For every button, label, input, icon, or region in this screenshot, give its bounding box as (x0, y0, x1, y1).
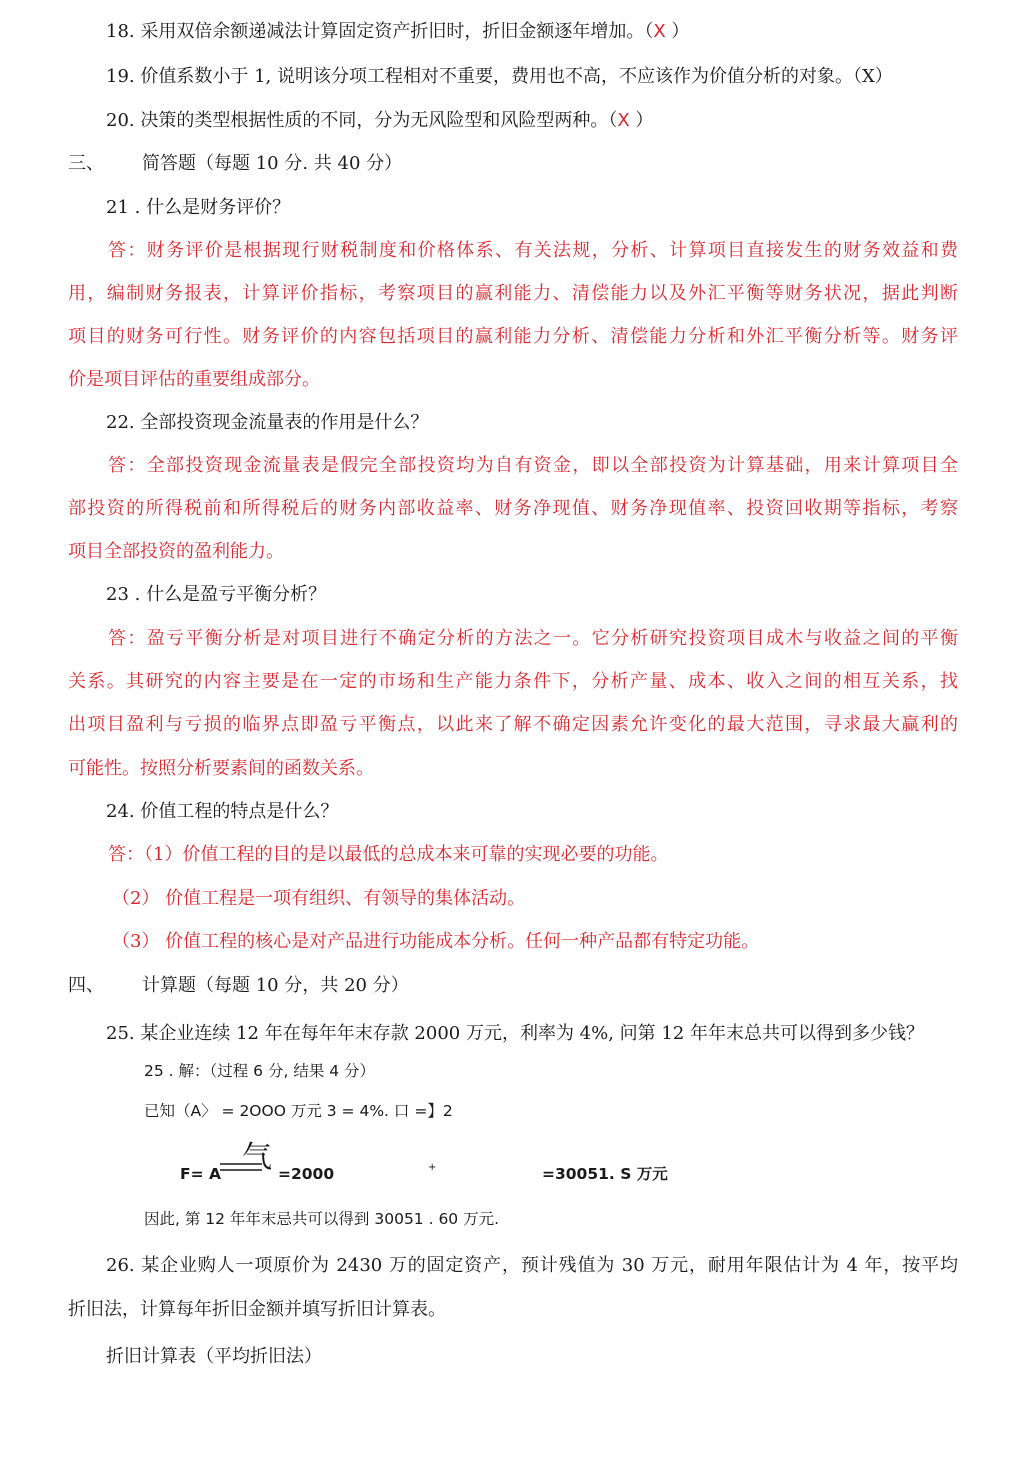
known-values: 已知（A〉 = 2OOO 万元 3 = 4%. 口 =】2 (144, 1102, 453, 1120)
question-22: 22. 全部投资现金流量表的作用是什么？ (106, 412, 429, 433)
answer-22-line: 答：全部投资现金流量表是假完全部投资均为自有资金，即以全部投资为计算基础，用来计算项目全 (108, 455, 958, 476)
answer-23-line: 关系。其研究的内容主要是在一定的市场和生产能力条件下，分析产量、成本、收入之间的相互关系，找 (68, 671, 958, 692)
section-number: 四、 (68, 975, 104, 996)
answer-23-line: 出项目盈利与亏损的临界点即盈亏平衡点，以此来了解不确定因素允许变化的最大范围，寻求最大赢利的 (68, 714, 958, 735)
solution-heading: 25 . 解：（过程 6 分, 结果 4 分） (144, 1062, 376, 1080)
formula-plus: + (428, 1162, 437, 1173)
answer-21-line: 用，编制财务报表，计算评价指标，考察项目的赢利能力、清偿能力以及外汇平衡等财务状况，据此判断 (68, 283, 958, 304)
question-21: 21 . 什么是财务评价？ (106, 197, 291, 218)
question-25: 25. 某企业连续 12 年在每年年末存款 2000 万元，利率为 4%, 问第 12 年年末总共可以得到多少钱？ (106, 1023, 925, 1044)
answer-21-line: 答：财务评价是根据现行财税制度和价格体系、有关法规，分析、计算项目直接发生的财务效益和费 (108, 240, 958, 261)
section-heading-4 (68, 974, 409, 998)
question-18: 18. 采用双倍余额递减法计算固定资产折旧时，折旧金额逐年增加。（X ） (106, 21, 690, 42)
conclusion: 因此, 第 12 年年末忌共可以得到 30051 . 60 万元. (144, 1210, 500, 1228)
answer-24-line: （2） 价值工程是一项有组织、有领导的集体活动。 (112, 888, 526, 909)
answer-24-line: 答：（1）价值工程的目的是以最低的总成本来可靠的实现必要的功能。 (108, 844, 669, 865)
formula-result: =30051. S 万元 (542, 1165, 668, 1183)
question-20: 20. 决策的类型根据性质的不同，分为无风险型和风险型两种。（X ） (106, 110, 654, 131)
section-title: 简答题（每题 10 分. 共 40 分） (142, 153, 403, 174)
formula-value: =2000 (278, 1165, 335, 1183)
formula-left: F= A (180, 1165, 221, 1183)
formula-glyph: 气 (242, 1140, 272, 1175)
answer-24-line: （3） 价值工程的核心是对产品进行功能成本分析。任何一种产品都有特定功能。 (112, 931, 760, 952)
section-title: 计算题（每题 10 分，共 20 分） (142, 975, 409, 996)
answer-23-line: 可能性。按照分析要素间的函数关系。 (68, 758, 374, 779)
question-24: 24. 价值工程的特点是什么？ (106, 801, 339, 822)
answer-21-line: 项目的财务可行性。财务评价的内容包括项目的赢利能力分析、清偿能力分析和外汇平衡分析等。财务评 (68, 326, 958, 347)
question-26-continued: 折旧法，计算每年折旧金额并填写折旧计算表。 (68, 1299, 446, 1320)
table-title: 折旧计算表（平均折旧法） (106, 1346, 322, 1367)
answer-mark: X (653, 21, 666, 42)
answer-mark: X (617, 110, 630, 131)
answer-21-line: 价是项目评估的重要组成部分。 (68, 369, 320, 390)
question-26: 26. 某企业购人一项原价为 2430 万的固定资产，预计残值为 30 万元，耐用年限估计为 4 年，按平均 (106, 1255, 958, 1276)
answer-23-line: 答：盈亏平衡分析是对项目进行不确定分析的方法之一。它分析研究投资项目成木与收益之间的平衡 (108, 628, 958, 649)
section-number: 三、 (68, 153, 104, 174)
answer-22-line: 部投资的所得税前和所得税后的财务内部收益率、财务净现值、财务净现值率、投资回收期等指标，考察 (68, 498, 958, 519)
question-23: 23 . 什么是盈亏平衡分析？ (106, 584, 327, 605)
question-19: 19. 价值系数小于 1, 说明该分项工程相对不重要，费用也不高，不应该作为价值分析的对象。（X） (106, 66, 893, 87)
section-heading-3 (68, 152, 402, 176)
answer-22-line: 项目全部投资的盈利能力。 (68, 541, 284, 562)
